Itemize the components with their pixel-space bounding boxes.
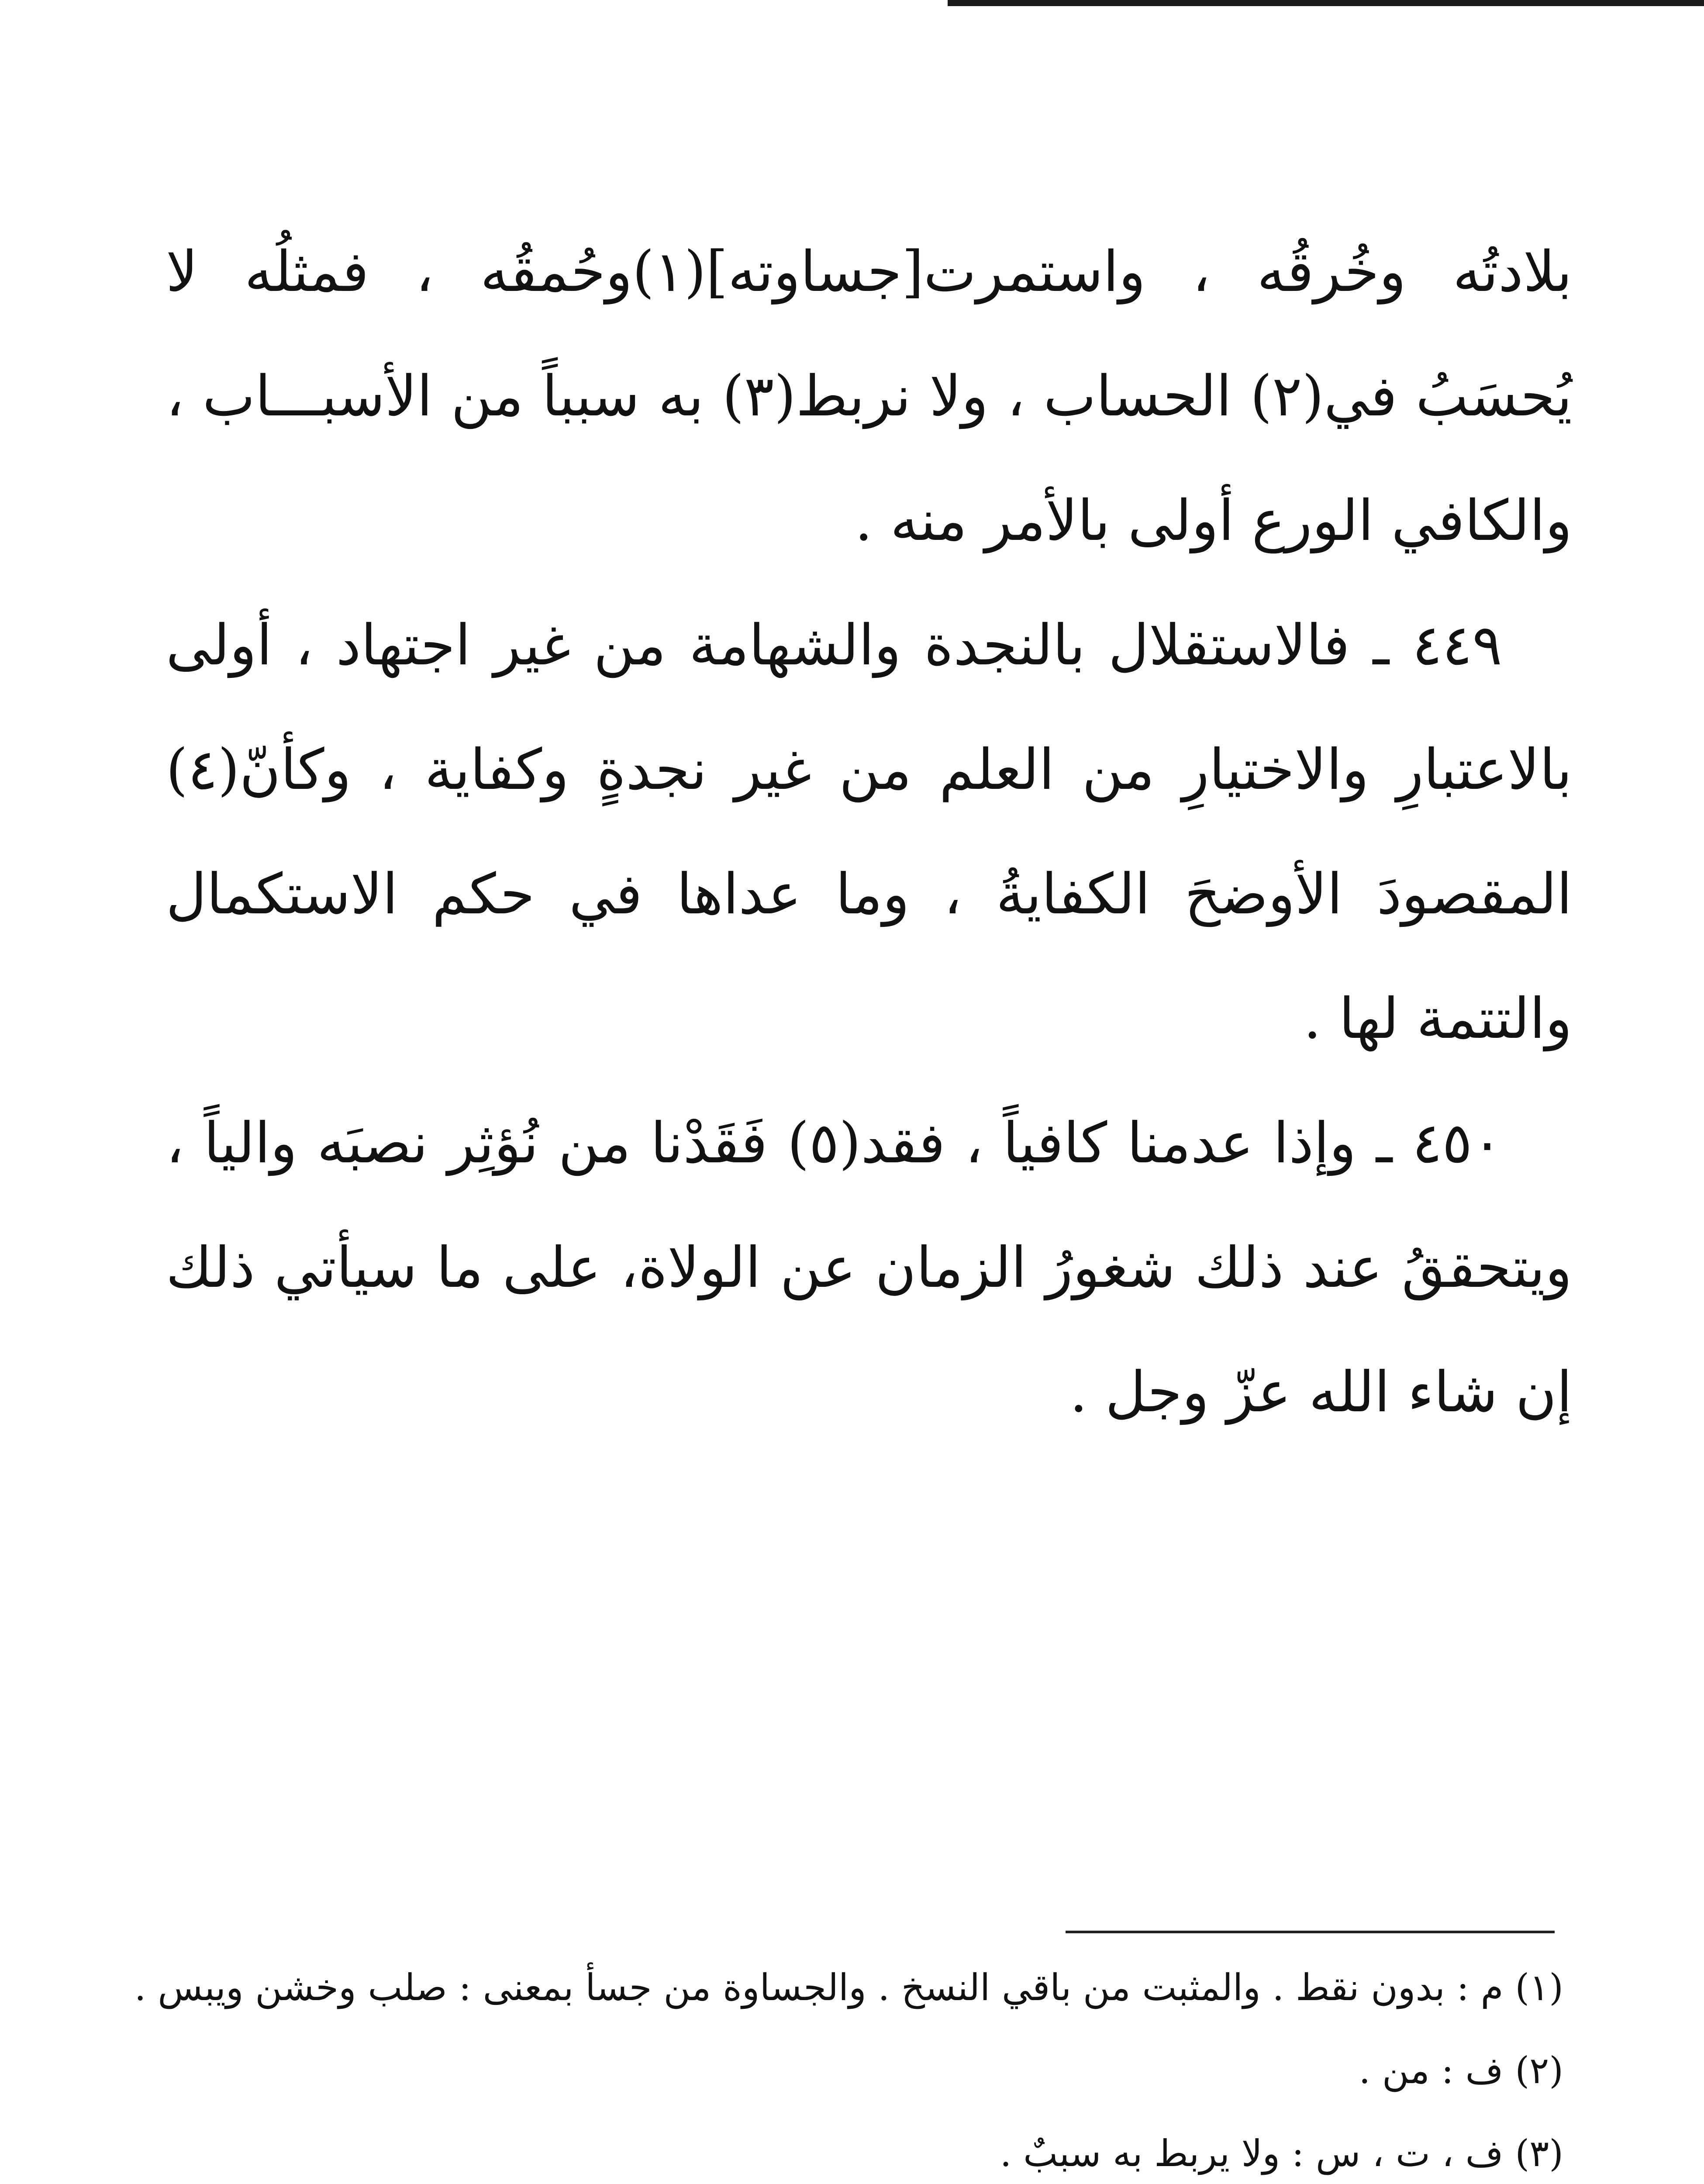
footnote-3-text: (٣) ف ، ت ، س : ولا يربط به سببٌ . [1000, 2132, 1563, 2175]
footnotes [131, 1946, 1563, 2184]
main-text [166, 210, 1572, 1455]
footnote-divider [1066, 1931, 1555, 1933]
footnote-2-text: (٢) ف : من . [1359, 2049, 1563, 2092]
footnote-2 [131, 2029, 1563, 2112]
paragraph-continuation: بلادتُه وخُرقُه ، واستمرت[جساوته](١)وحُمقُه ، فمثلُه لا يُحسَبُ في(٢) الحساب ، ولا نربط(٣) به سبباً من الأسبـــاب ، والكافي الورع أولى بالأمر منه . [166, 239, 1573, 553]
footnote-3 [131, 2112, 1563, 2184]
top-edge-rule [948, 0, 1704, 6]
paragraph-449: ٤٤٩ ـ فالاستقلال بالنجدة والشهامة من غير اجتهاد ، أولى بالاعتبارِ والاختيارِ من العلم من غير نجدةٍ وكفاية ، وكأنّ(٤) المقصودَ الأوضحَ الكفايةُ ، وما عداها في حكم الاستكمال والتتمة لها . [166, 613, 1572, 1051]
footnote-1-text: (١) م : بدون نقط . والمثبت من باقي النسخ . والجساوة من جسأ بمعنى : صلب وخشن ويبس . [134, 1966, 1563, 2009]
footnote-1 [131, 1946, 1563, 2029]
paragraph-450: ٤٥٠ ـ وإذا عدمنا كافياً ، فقد(٥) فَقَدْنا من نُؤثِر نصبَه والياً ، ويتحققُ عند ذلك شغورُ الزمان عن الولاة، على ما سيأتي ذلك إن شاء الله عزّ وجل . [166, 1111, 1572, 1425]
